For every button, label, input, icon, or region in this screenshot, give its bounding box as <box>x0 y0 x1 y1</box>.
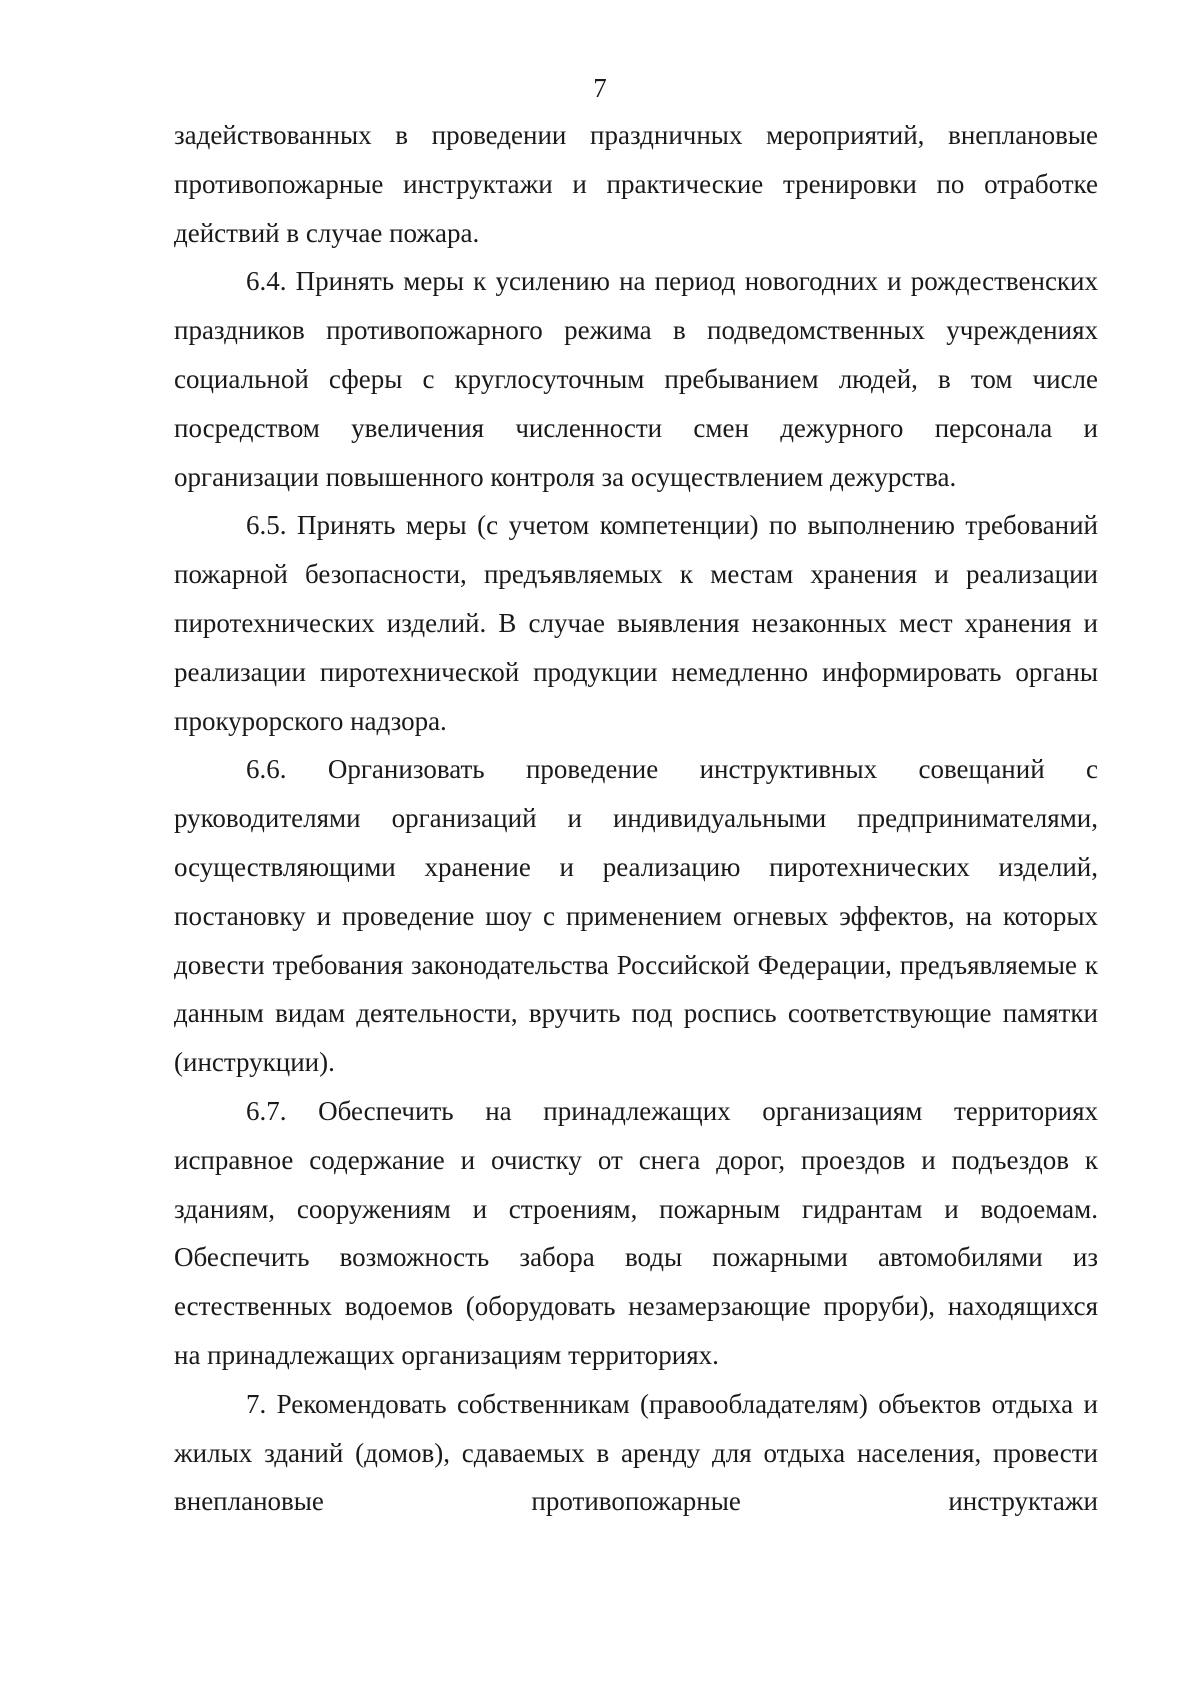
paragraph-6-7: 6.7. Обеспечить на принадлежащих организациям территориях исправное содержание и очистку от снега дорог, проездов и подъездов к зданиям, сооружениям и строениям, пожарным гидрантам и водоемам. Обеспечить возможность забора воды пожарными автомобилями из естественных водоемов (оборудовать незамерзающие проруби), находящихся на принадлежащих организациям территориях. <box>174 1095 1098 1370</box>
paragraph-7: 7. Рекомендовать собственникам (правообладателям) объектов отдыха и жилых зданий (домов), сдаваемых в аренду для отдыха населения, провести внеплановые противопожарные инструктажи <box>174 1388 1098 1517</box>
paragraph-continuation: задействованных в проведении праздничных мероприятий, внеплановые противопожарные инструктажи и практические тренировки по отработке действий в случае пожара. <box>174 120 1098 248</box>
page-number: 7 <box>593 73 607 103</box>
paragraph-6-4: 6.4. Принять меры к усилению на период новогодних и рождественских праздников противопожарного режима в подведомственных учреждениях социальной сферы с круглосуточным пребыванием людей, в том числе посредством увеличения численности смен дежурного персонала и организации повышенного контроля за осуществлением дежурства. <box>174 266 1098 492</box>
document-body <box>174 111 1098 1526</box>
paragraph-6-5: 6.5. Принять меры (с учетом компетенции) по выполнению требований пожарной безопасности, предъявляемых к местам хранения и реализации пиротехнических изделий. В случае выявления незаконных мест хранения и реализации пиротехнической продукции немедленно информировать органы прокурорского надзора. <box>174 510 1098 736</box>
paragraph-6-6: 6.6. Организовать проведение инструктивных совещаний с руководителями организаций и индивидуальными предпринимателями, осуществляющими хранение и реализацию пиротехнических изделий, постановку и проведение шоу с применением огневых эффектов, на которых довести требования законодательства Российской Федерации, предъявляемые к данным видам деятельности, вручить под роспись соответствующие памятки (инструкции). <box>174 754 1098 1078</box>
